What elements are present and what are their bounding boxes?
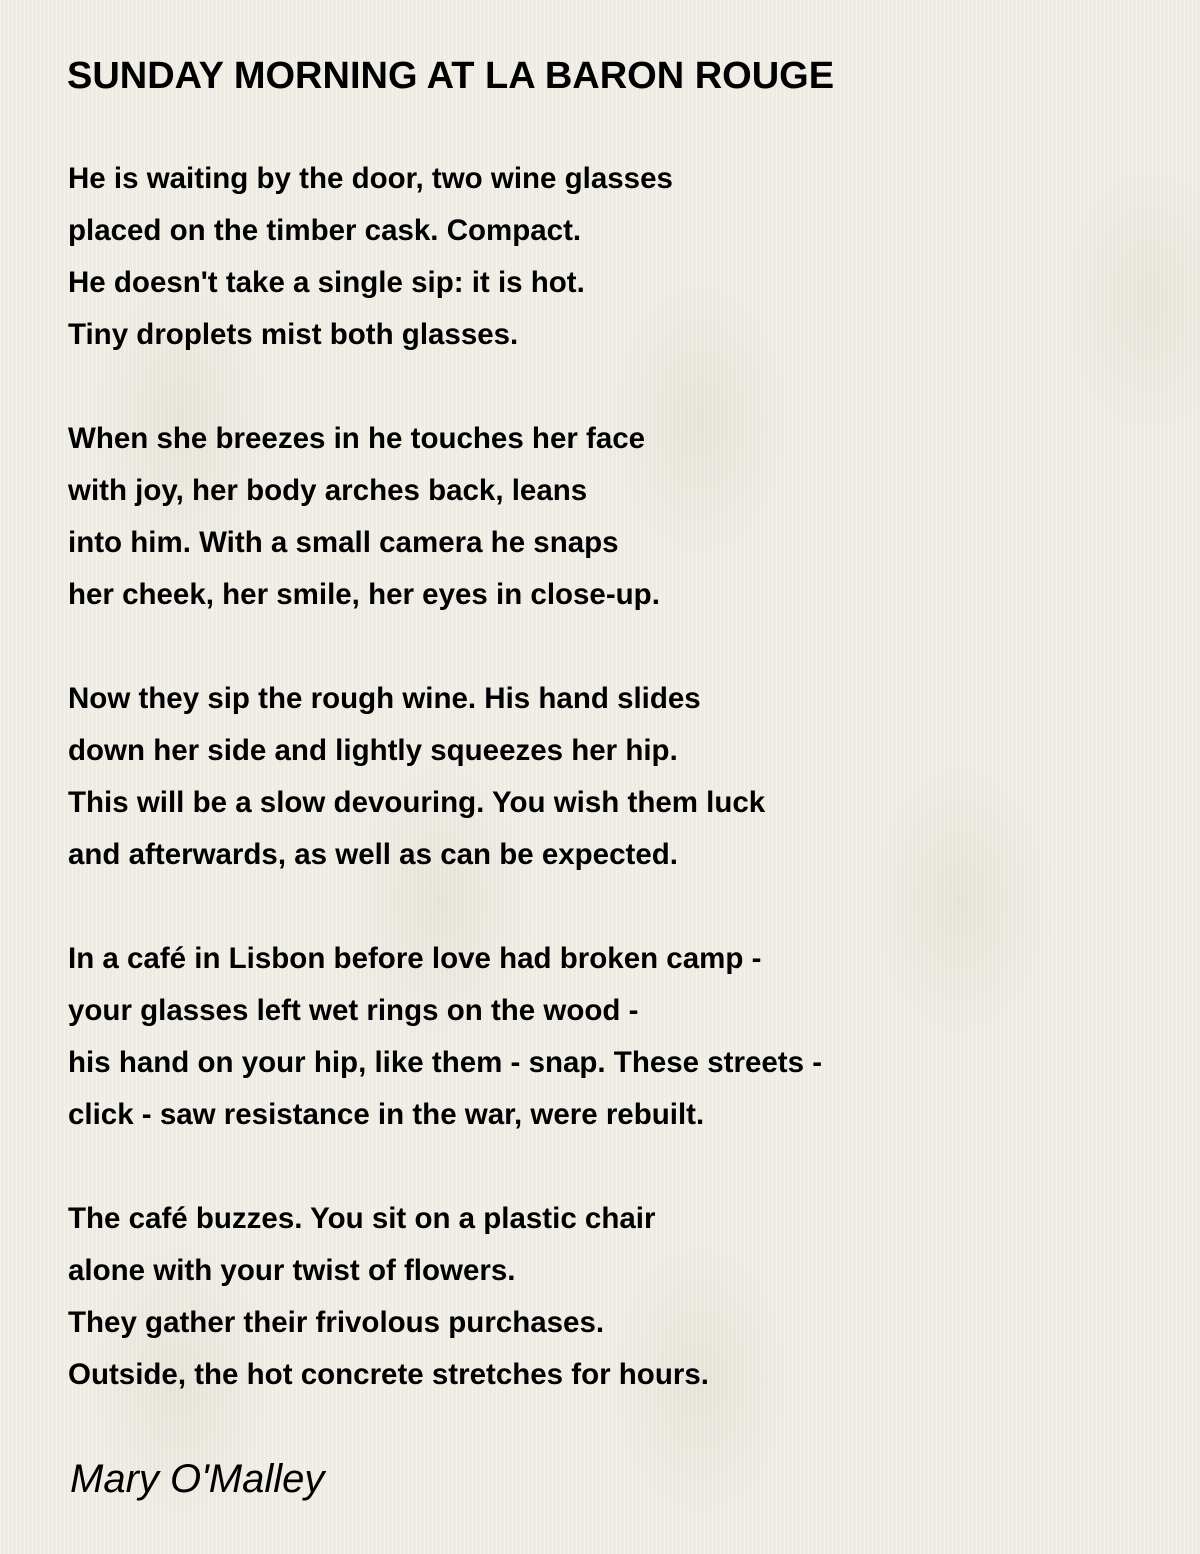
poem-title: SUNDAY MORNING AT LA BARON ROUGE	[67, 55, 835, 97]
poem-line: The café buzzes. You sit on a plastic chair	[68, 1202, 656, 1235]
poem-line: down her side and lightly squeezes her hip.	[68, 734, 678, 767]
poem-author: Mary O'Malley	[70, 1457, 325, 1501]
poem-body	[68, 153, 1148, 1453]
poem-line: alone with your twist of flowers.	[68, 1254, 516, 1287]
poem-line: Tiny droplets mist both glasses.	[68, 318, 519, 351]
stanza-4	[68, 933, 1148, 1141]
poem-line: Outside, the hot concrete stretches for hours.	[68, 1358, 709, 1391]
poem-line: her cheek, her smile, her eyes in close-up.	[68, 578, 660, 611]
poem-line: your glasses left wet rings on the wood -	[68, 994, 639, 1027]
poem-line: his hand on your hip, like them - snap. These streets -	[68, 1046, 823, 1079]
poem-line: When she breezes in he touches her face	[68, 422, 646, 455]
poem-line: into him. With a small camera he snaps	[68, 526, 619, 559]
poem-line: Now they sip the rough wine. His hand slides	[68, 682, 701, 715]
stanza-3	[68, 673, 1148, 881]
poem-line: click - saw resistance in the war, were rebuilt.	[68, 1098, 705, 1131]
poem-line: This will be a slow devouring. You wish them luck	[68, 786, 766, 819]
stanza-5	[68, 1193, 1148, 1401]
poem-line: and afterwards, as well as can be expected.	[68, 838, 678, 871]
poem-line: He doesn't take a single sip: it is hot.	[68, 266, 585, 299]
poem-line: with joy, her body arches back, leans	[68, 474, 588, 507]
poem-line: He is waiting by the door, two wine glasses	[68, 162, 673, 195]
stanza-1	[68, 153, 1148, 361]
stanza-2	[68, 413, 1148, 621]
poem-line: In a café in Lisbon before love had broken camp -	[68, 942, 762, 975]
poem-line: placed on the timber cask. Compact.	[68, 214, 582, 247]
poem-line: They gather their frivolous purchases.	[68, 1306, 605, 1339]
